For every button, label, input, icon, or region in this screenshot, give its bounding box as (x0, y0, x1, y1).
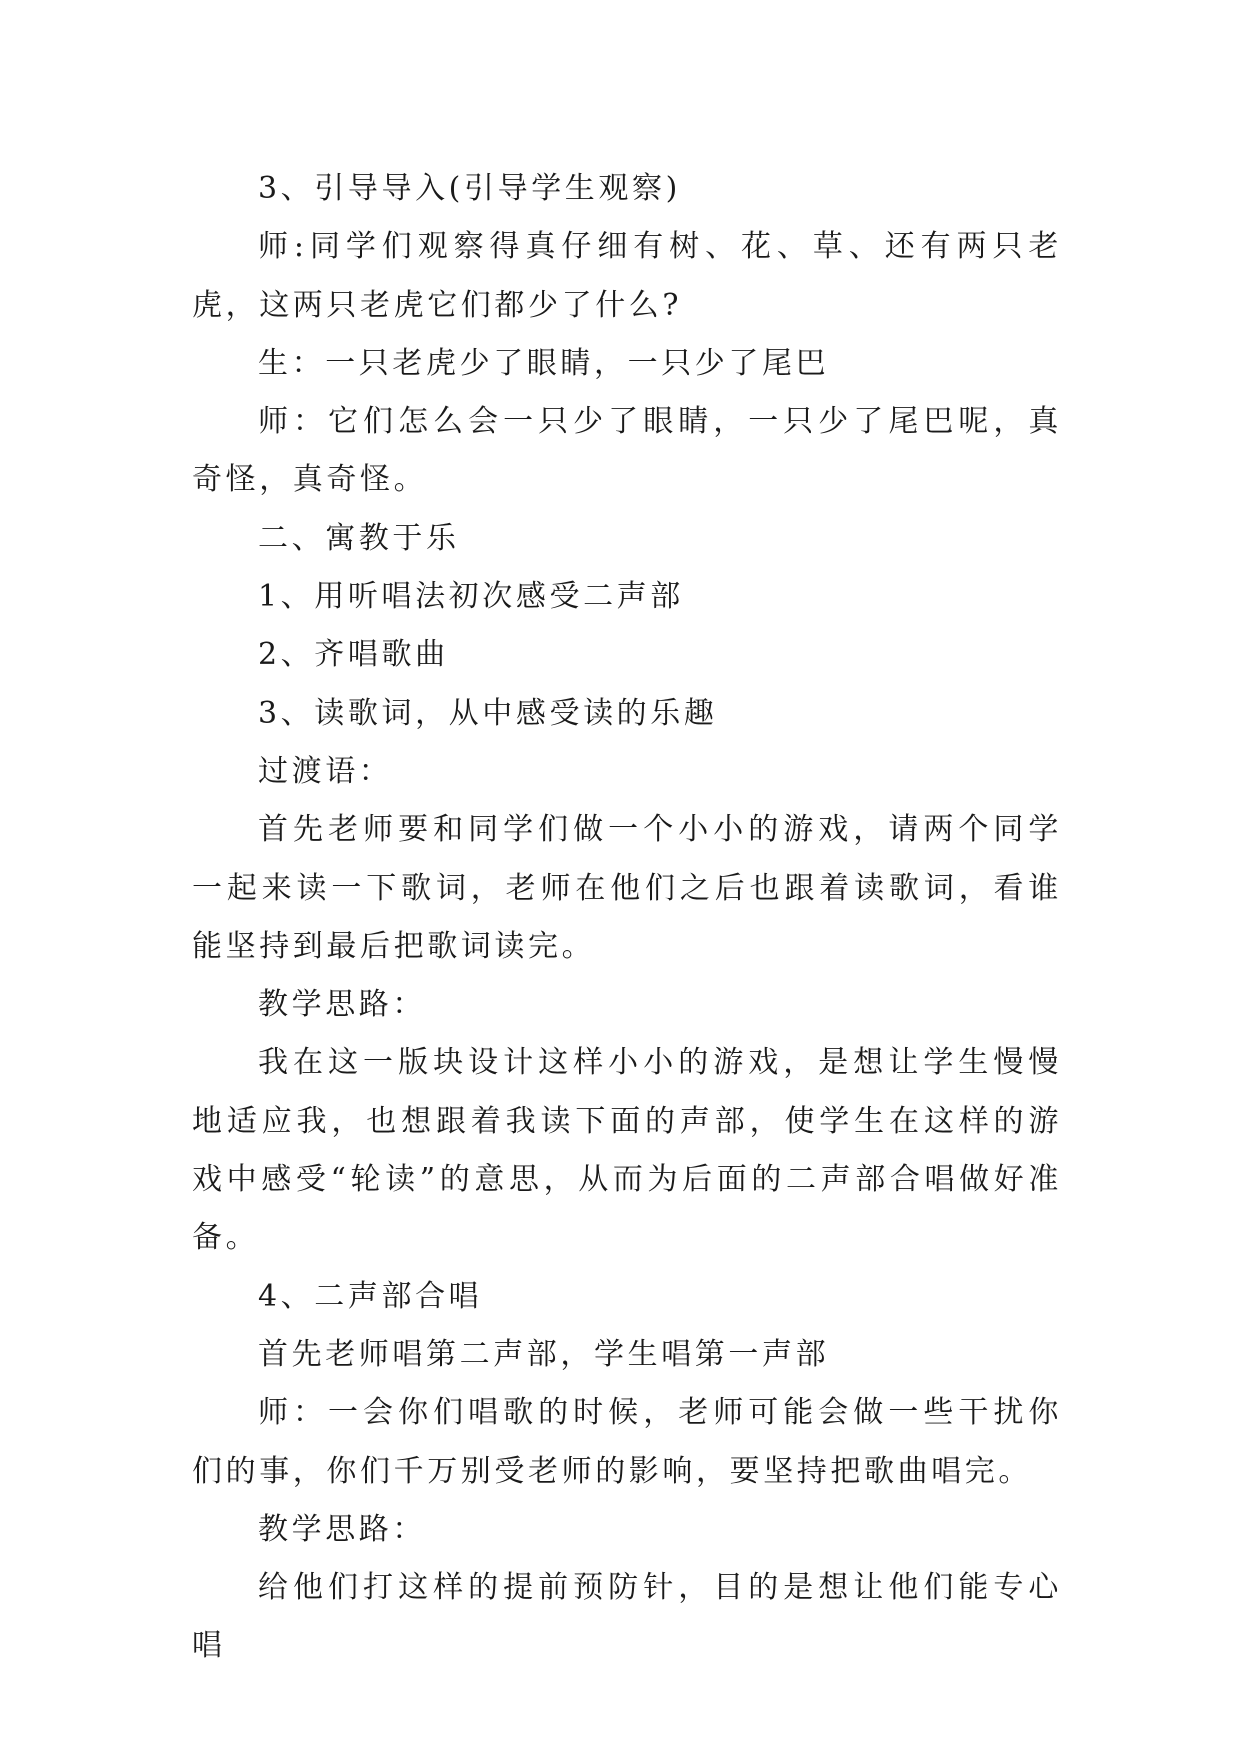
list-item-two-part-chorus: 4、二声部合唱 (258, 1278, 483, 1314)
list-item-read-lyrics: 3、读歌词，从中感受读的乐趣 (258, 695, 718, 731)
paragraph-guided-intro: 3、引导导入(引导学生观察) (258, 171, 681, 206)
paragraph-teacher-wonder: 师：它们怎么会一只少了眼睛，一只少了尾巴呢，真奇怪，真奇怪。 (192, 404, 1062, 498)
paragraph-teacher-observation: 师:同学们观察得真仔细有树、花、草、还有两只老虎，这两只老虎它们都少了什么? (192, 229, 1062, 323)
paragraph-student-answer: 生：一只老虎少了眼睛，一只少了尾巴 (258, 345, 830, 381)
paragraph-part-assignment: 首先老师唱第二声部，学生唱第一声部 (258, 1336, 830, 1372)
list-item-listen-sing: 1、用听唱法初次感受二声部 (258, 579, 684, 615)
list-item-sing-together: 2、齐唱歌曲 (258, 637, 449, 673)
label-transition: 过渡语： (258, 753, 393, 789)
label-teaching-idea: 教学思路： (258, 987, 426, 1023)
document-body (192, 160, 1062, 1676)
paragraph-teaching-idea-focus: 给他们打这样的提前预防针，目的是想让他们能专心唱 (192, 1570, 1062, 1664)
label-teaching-idea-2: 教学思路： (258, 1511, 426, 1547)
section-heading-learning-fun: 二、寓教于乐 (258, 520, 460, 556)
paragraph-reading-game: 首先老师要和同学们做一个小小的游戏，请两个同学一起来读一下歌词，老师在他们之后也跟着读歌词，看谁能坚持到最后把歌词读完。 (192, 812, 1062, 964)
paragraph-teacher-interference: 师：一会你们唱歌的时候，老师可能会做一些干扰你们的事，你们千万别受老师的影响，要坚持把歌曲唱完。 (192, 1395, 1062, 1489)
paragraph-teaching-idea-round-reading: 我在这一版块设计这样小小的游戏，是想让学生慢慢地适应我，也想跟着我读下面的声部，使学生在这样的游戏中感受“轮读”的意思，从而为后面的二声部合唱做好准备。 (192, 1045, 1062, 1256)
